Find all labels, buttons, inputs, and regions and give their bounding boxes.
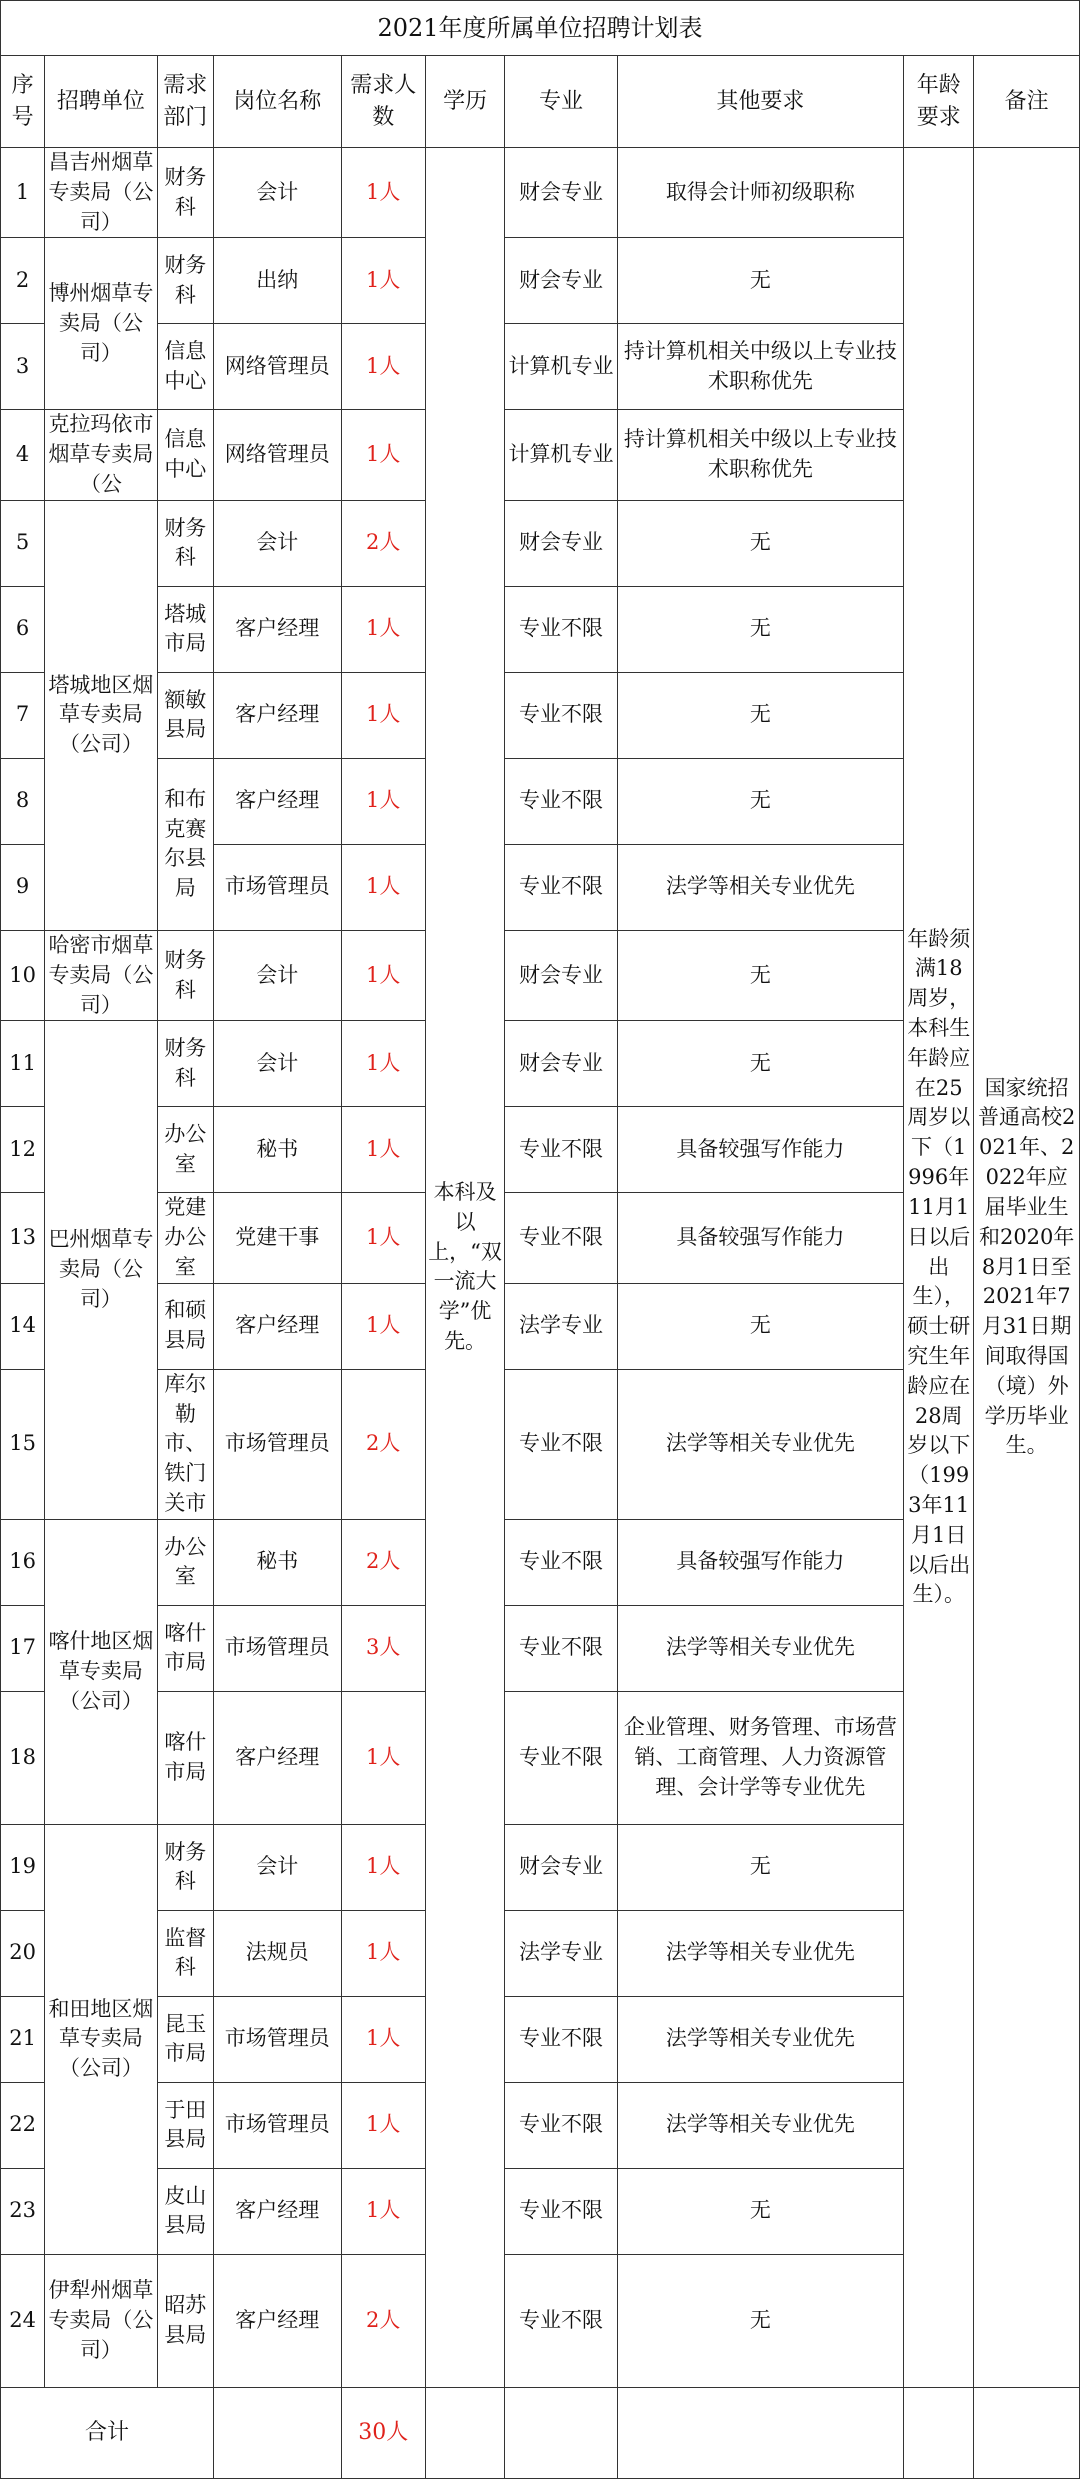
- cell-major: 财会专业: [505, 1824, 618, 1910]
- cell-count: 1人: [341, 844, 425, 930]
- cell-dept: 财务科: [157, 930, 213, 1020]
- header-unit: 招聘单位: [45, 56, 158, 148]
- cell-post: 网络管理员: [213, 324, 341, 410]
- cell-age-requirement: 年龄须满18周岁，本科生年龄应在25周岁以下（1996年11月1日以后出生），硕士研究生年龄应在28周岁以下（1993年11月1日以后出生）。: [904, 148, 974, 2388]
- cell-post: 会计: [213, 930, 341, 1020]
- cell-major: 法学专业: [505, 1283, 618, 1369]
- cell-seq: 18: [1, 1691, 45, 1824]
- cell-post: 秘书: [213, 1107, 341, 1193]
- cell-seq: 7: [1, 672, 45, 758]
- cell-other: 无: [617, 1021, 903, 1107]
- cell-dept: 财务科: [157, 148, 213, 238]
- cell-dept: 财务科: [157, 1021, 213, 1107]
- cell-seq: 16: [1, 1519, 45, 1605]
- cell-major: 财会专业: [505, 930, 618, 1020]
- cell-post: 网络管理员: [213, 410, 341, 500]
- cell-other: 具备较强写作能力: [617, 1193, 903, 1283]
- cell-post: 客户经理: [213, 758, 341, 844]
- header-remark: 备注: [974, 56, 1080, 148]
- cell-seq: 23: [1, 2168, 45, 2254]
- cell-post: 客户经理: [213, 2168, 341, 2254]
- cell-major: 专业不限: [505, 2168, 618, 2254]
- cell-dept: 和硕县局: [157, 1283, 213, 1369]
- cell-unit: 伊犁州烟草专卖局（公司）: [45, 2254, 158, 2387]
- cell-dept: 财务科: [157, 500, 213, 586]
- cell-other: 法学等相关专业优先: [617, 1910, 903, 1996]
- cell-dept: 库尔勒市、铁门关市: [157, 1369, 213, 1519]
- cell-unit: 哈密市烟草专卖局（公司）: [45, 930, 158, 1020]
- cell-post: 市场管理员: [213, 1996, 341, 2082]
- cell-seq: 22: [1, 2082, 45, 2168]
- cell-count: 1人: [341, 586, 425, 672]
- cell-dept: 喀什市局: [157, 1605, 213, 1691]
- cell-major: 专业不限: [505, 1369, 618, 1519]
- cell-remark: 国家统招普通高校2021年、2022年应届毕业生和2020年8月1日至2021年7月31日期间取得国（境）外学历毕业生。: [974, 148, 1080, 2388]
- cell-post: 会计: [213, 148, 341, 238]
- cell-seq: 3: [1, 324, 45, 410]
- cell-education: 本科及以上，“双一流大学”优先。: [425, 148, 504, 2388]
- cell-unit: 克拉玛依市烟草专卖局（公: [45, 410, 158, 500]
- cell-dept: 党建办公室: [157, 1193, 213, 1283]
- cell-other: 具备较强写作能力: [617, 1107, 903, 1193]
- total-empty-other: [617, 2387, 903, 2478]
- cell-post: 市场管理员: [213, 1605, 341, 1691]
- cell-seq: 9: [1, 844, 45, 930]
- cell-other: 无: [617, 2168, 903, 2254]
- cell-seq: 11: [1, 1021, 45, 1107]
- total-row: [1, 2387, 1080, 2478]
- cell-post: 客户经理: [213, 1691, 341, 1824]
- cell-count: 1人: [341, 672, 425, 758]
- cell-other: 无: [617, 2254, 903, 2387]
- cell-other: 法学等相关专业优先: [617, 1369, 903, 1519]
- cell-count: 1人: [341, 148, 425, 238]
- total-label: 合计: [1, 2387, 214, 2478]
- cell-dept: 皮山县局: [157, 2168, 213, 2254]
- cell-dept: 昭苏县局: [157, 2254, 213, 2387]
- cell-other: 无: [617, 672, 903, 758]
- cell-post: 客户经理: [213, 1283, 341, 1369]
- cell-unit: 博州烟草专卖局（公司）: [45, 238, 158, 410]
- cell-unit: 塔城地区烟草专卖局（公司）: [45, 500, 158, 930]
- cell-count: 1人: [341, 1107, 425, 1193]
- cell-post: 客户经理: [213, 2254, 341, 2387]
- cell-post: 法规员: [213, 1910, 341, 1996]
- header-count: 需求人数: [341, 56, 425, 148]
- cell-other: 法学等相关专业优先: [617, 2082, 903, 2168]
- cell-other: 取得会计师初级职称: [617, 148, 903, 238]
- cell-count: 1人: [341, 1910, 425, 1996]
- cell-unit: 巴州烟草专卖局（公司）: [45, 1021, 158, 1520]
- header-major: 专业: [505, 56, 618, 148]
- table-title: 2021年度所属单位招聘计划表: [1, 1, 1080, 56]
- cell-count: 1人: [341, 758, 425, 844]
- cell-other: 无: [617, 930, 903, 1020]
- cell-post: 党建干事: [213, 1193, 341, 1283]
- cell-dept: 监督科: [157, 1910, 213, 1996]
- cell-major: 专业不限: [505, 672, 618, 758]
- cell-other: 持计算机相关中级以上专业技术职称优先: [617, 410, 903, 500]
- cell-other: 无: [617, 758, 903, 844]
- cell-post: 会计: [213, 1021, 341, 1107]
- cell-count: 1人: [341, 1691, 425, 1824]
- cell-seq: 10: [1, 930, 45, 1020]
- cell-major: 专业不限: [505, 2254, 618, 2387]
- cell-count: 2人: [341, 1369, 425, 1519]
- cell-other: 法学等相关专业优先: [617, 844, 903, 930]
- cell-major: 专业不限: [505, 586, 618, 672]
- cell-count: 1人: [341, 2082, 425, 2168]
- cell-count: 1人: [341, 1021, 425, 1107]
- cell-dept: 信息中心: [157, 410, 213, 500]
- header-post: 岗位名称: [213, 56, 341, 148]
- cell-major: 专业不限: [505, 2082, 618, 2168]
- cell-count: 1人: [341, 410, 425, 500]
- cell-dept: 塔城市局: [157, 586, 213, 672]
- cell-post: 会计: [213, 500, 341, 586]
- cell-major: 专业不限: [505, 1107, 618, 1193]
- cell-other: 具备较强写作能力: [617, 1519, 903, 1605]
- header-seq: 序号: [1, 56, 45, 148]
- cell-major: 专业不限: [505, 1193, 618, 1283]
- cell-seq: 15: [1, 1369, 45, 1519]
- cell-post: 出纳: [213, 238, 341, 324]
- cell-dept: 办公室: [157, 1107, 213, 1193]
- cell-seq: 13: [1, 1193, 45, 1283]
- table-row: [1, 148, 1080, 238]
- cell-seq: 21: [1, 1996, 45, 2082]
- cell-seq: 19: [1, 1824, 45, 1910]
- total-empty-remark: [974, 2387, 1080, 2478]
- cell-seq: 24: [1, 2254, 45, 2387]
- cell-major: 专业不限: [505, 758, 618, 844]
- cell-other: 法学等相关专业优先: [617, 1605, 903, 1691]
- cell-dept: 财务科: [157, 238, 213, 324]
- cell-unit: 昌吉州烟草专卖局（公司）: [45, 148, 158, 238]
- cell-dept: 和布克赛尔县局: [157, 758, 213, 930]
- cell-other: 无: [617, 1283, 903, 1369]
- cell-post: 会计: [213, 1824, 341, 1910]
- cell-major: 专业不限: [505, 1519, 618, 1605]
- cell-post: 客户经理: [213, 672, 341, 758]
- cell-post: 市场管理员: [213, 844, 341, 930]
- cell-dept: 于田县局: [157, 2082, 213, 2168]
- cell-post: 客户经理: [213, 586, 341, 672]
- cell-major: 财会专业: [505, 238, 618, 324]
- cell-major: 专业不限: [505, 1996, 618, 2082]
- total-empty-post: [213, 2387, 341, 2478]
- cell-other: 无: [617, 238, 903, 324]
- cell-dept: 信息中心: [157, 324, 213, 410]
- cell-seq: 5: [1, 500, 45, 586]
- cell-major: 专业不限: [505, 1691, 618, 1824]
- cell-count: 1人: [341, 1824, 425, 1910]
- cell-dept: 喀什市局: [157, 1691, 213, 1824]
- cell-dept: 额敏县局: [157, 672, 213, 758]
- cell-seq: 4: [1, 410, 45, 500]
- cell-post: 秘书: [213, 1519, 341, 1605]
- cell-seq: 17: [1, 1605, 45, 1691]
- header-age: 年龄要求: [904, 56, 974, 148]
- header-other: 其他要求: [617, 56, 903, 148]
- cell-seq: 8: [1, 758, 45, 844]
- cell-other: 无: [617, 586, 903, 672]
- cell-count: 1人: [341, 2168, 425, 2254]
- cell-major: 计算机专业: [505, 410, 618, 500]
- cell-count: 3人: [341, 1605, 425, 1691]
- total-empty-age: [904, 2387, 974, 2478]
- cell-count: 1人: [341, 324, 425, 410]
- cell-count: 2人: [341, 1519, 425, 1605]
- cell-count: 1人: [341, 1996, 425, 2082]
- cell-count: 1人: [341, 238, 425, 324]
- cell-major: 财会专业: [505, 148, 618, 238]
- cell-seq: 20: [1, 1910, 45, 1996]
- cell-count: 2人: [341, 2254, 425, 2387]
- cell-major: 专业不限: [505, 844, 618, 930]
- cell-unit: 喀什地区烟草专卖局（公司）: [45, 1519, 158, 1824]
- cell-major: 计算机专业: [505, 324, 618, 410]
- header-dept: 需求部门: [157, 56, 213, 148]
- cell-unit: 和田地区烟草专卖局（公司）: [45, 1824, 158, 2254]
- header-edu: 学历: [425, 56, 504, 148]
- cell-seq: 12: [1, 1107, 45, 1193]
- cell-other: 企业管理、财务管理、市场营销、工商管理、人力资源管理、会计学等专业优先: [617, 1691, 903, 1824]
- cell-count: 2人: [341, 500, 425, 586]
- cell-dept: 财务科: [157, 1824, 213, 1910]
- cell-dept: 办公室: [157, 1519, 213, 1605]
- cell-other: 持计算机相关中级以上专业技术职称优先: [617, 324, 903, 410]
- cell-major: 财会专业: [505, 1021, 618, 1107]
- cell-seq: 6: [1, 586, 45, 672]
- cell-other: 无: [617, 1824, 903, 1910]
- cell-other: 无: [617, 500, 903, 586]
- cell-seq: 14: [1, 1283, 45, 1369]
- cell-other: 法学等相关专业优先: [617, 1996, 903, 2082]
- cell-major: 法学专业: [505, 1910, 618, 1996]
- total-empty-edu: [425, 2387, 504, 2478]
- cell-seq: 2: [1, 238, 45, 324]
- cell-count: 1人: [341, 1283, 425, 1369]
- total-count: 30人: [341, 2387, 425, 2478]
- cell-post: 市场管理员: [213, 1369, 341, 1519]
- cell-count: 1人: [341, 1193, 425, 1283]
- cell-major: 财会专业: [505, 500, 618, 586]
- cell-count: 1人: [341, 930, 425, 1020]
- cell-major: 专业不限: [505, 1605, 618, 1691]
- total-empty-major: [505, 2387, 618, 2478]
- cell-seq: 1: [1, 148, 45, 238]
- cell-post: 市场管理员: [213, 2082, 341, 2168]
- cell-dept: 昆玉市局: [157, 1996, 213, 2082]
